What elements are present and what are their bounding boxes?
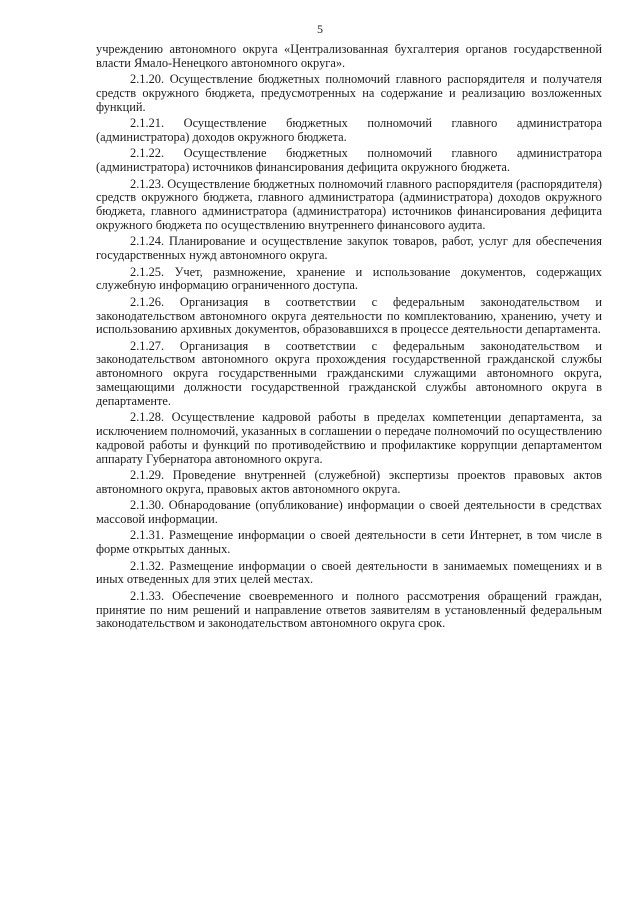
paragraph-2-1-21: 2.1.21. Осуществление бюджетных полномочий главного администратора (администратора) доходов окружного бюджета. [96, 116, 602, 144]
paragraph-2-1-24: 2.1.24. Планирование и осуществление закупок товаров, работ, услуг для обеспечения государственных нужд автономного округа. [96, 234, 602, 263]
paragraph-2-1-29: 2.1.29. Проведение внутренней (служебной) экспертизы проектов правовых актов автономного округа, правовых актов автономного округа. [96, 468, 602, 496]
page-number: 5 [317, 22, 323, 36]
paragraph-2-1-28: 2.1.28. Осуществление кадровой работы в пределах компетенции департамента, за исключением полномочий, указанных в соглашении о передаче полномочий по осуществлению кадровой работы и функций по противодействию и профилактике коррупции департаментом аппарату Губернатора автономного округа. [96, 410, 602, 466]
paragraph-2-1-22: 2.1.22. Осуществление бюджетных полномочий главного администратора (администратора) источников финансирования дефицита окружного бюджета. [96, 146, 602, 175]
paragraph-2-1-25: 2.1.25. Учет, размножение, хранение и использование документов, содержащих служебную информацию ограниченного доступа. [96, 264, 602, 293]
paragraph-2-1-33: 2.1.33. Обеспечение своевременного и полного рассмотрения обращений граждан, принятие по ним решений и направление ответов заявителям в установленный федеральным законодательством и законодательством автономного округа срок. [96, 588, 602, 631]
paragraph-2-1-26: 2.1.26. Организация в соответствии с федеральным законодательством и законодательством автономного округа деятельности по комплектованию, хранению, учету и использованию архивных документов, образовавшихся в процессе деятельности департамента. [96, 294, 602, 337]
paragraph-2-1-23: 2.1.23. Осуществление бюджетных полномочий главного распорядителя (распорядителя) средств окружного бюджета, главного администратора (администратора) доходов окружного бюджета, главного администратора (администратора) источников финансирования дефицита окружного бюджета по осуществлению внутреннего финансового аудита. [96, 176, 602, 232]
paragraph-2-1-32: 2.1.32. Размещение информации о своей деятельности в занимаемых помещениях и в иных отведенных для этих целей местах. [96, 558, 602, 587]
paragraph-continuation: учреждению автономного округа «Централизованная бухгалтерия органов государственной власти Ямало-Ненецкого автономного округа». [96, 42, 602, 70]
paragraph-2-1-31: 2.1.31. Размещение информации о своей деятельности в сети Интернет, в том числе в форме открытых данных. [96, 528, 602, 557]
paragraph-2-1-30: 2.1.30. Обнародование (опубликование) информации о своей деятельности в средствах массовой информации. [96, 498, 602, 527]
paragraph-2-1-27: 2.1.27. Организация в соответствии с федеральным законодательством и законодательством автономного округа прохождения государственной гражданской службы автономного округа государственными гражданскими служащими автономного округа, замещающими должности государственной гражданской службы автономного округа в департаменте. [96, 338, 602, 408]
document-body [96, 43, 602, 634]
paragraph-2-1-20: 2.1.20. Осуществление бюджетных полномочий главного распорядителя и получателя средств окружного бюджета, предусмотренных на содержание и реализацию возложенных функций. [96, 72, 602, 114]
